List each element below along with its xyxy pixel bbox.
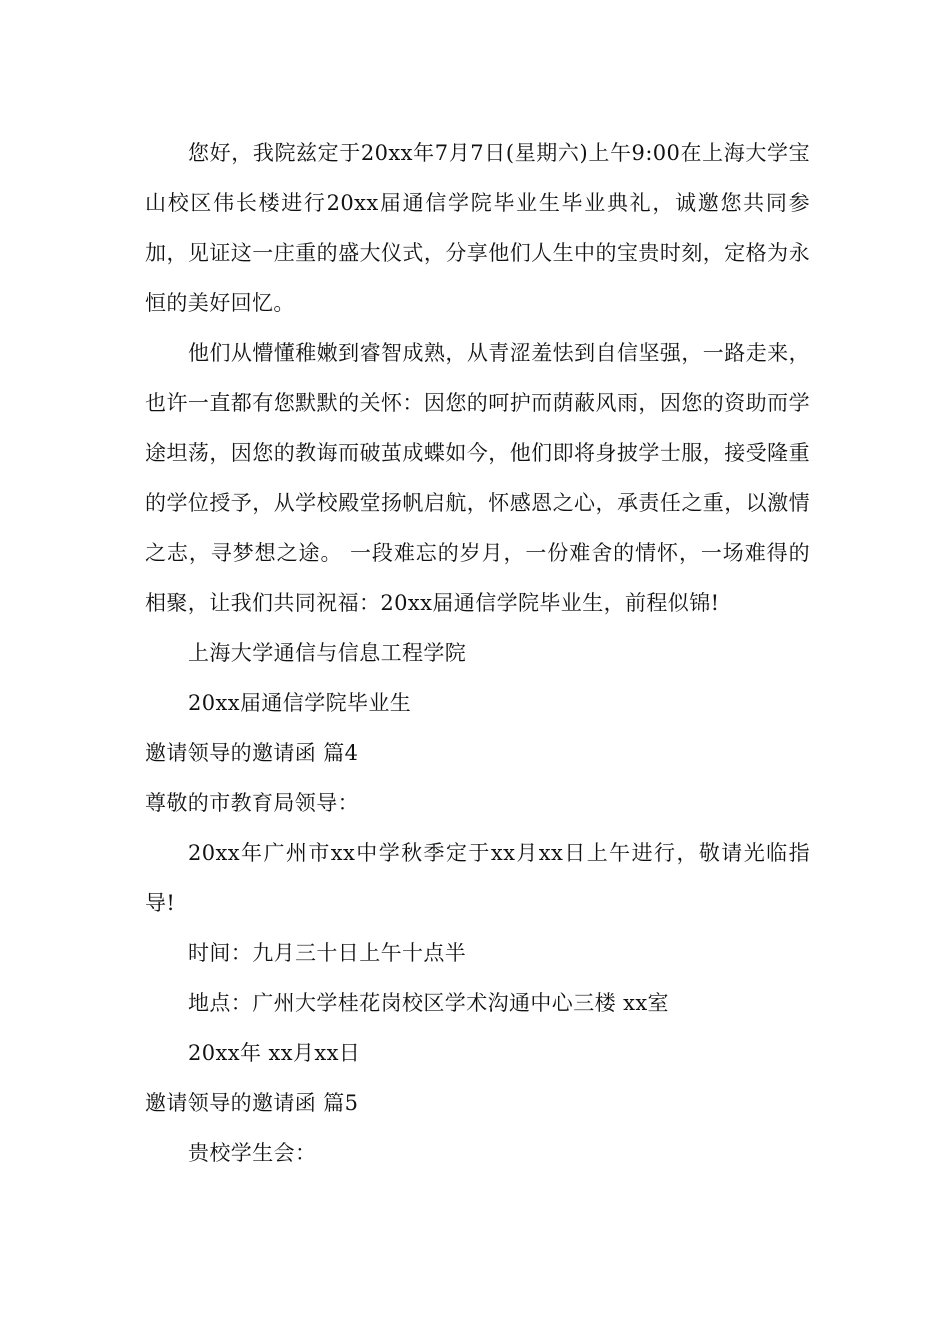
section-heading-4: 邀请领导的邀请函 篇4 (145, 741, 359, 765)
salutation-student-union: 贵校学生会： (188, 1141, 317, 1165)
invitation-paragraph-2: 他们从懵懂稚嫩到睿智成熟，从青涩羞怯到自信坚强，一路走来，也许一直都有您默默的关怀：因您的呵护而荫蔽风雨，因您的资助而学途坦荡，因您的教诲而破茧成蝶如今，他们即将身披学士服，接受隆重的学位授予，从学校殿堂扬帆启航，怀感恩之心，承责任之重，以激情之志，寻梦想之途。 一段难忘的岁月，一份难舍的情怀，一场难得的相聚，让我们共同祝福：20xx届通信学院毕业生，前程似锦! (145, 341, 810, 615)
document-body (145, 128, 810, 1178)
section-heading-5: 邀请领导的邀请函 篇5 (145, 1091, 359, 1115)
invitation-paragraph-1: 您好，我院兹定于20xx年7月7日(星期六)上午9:00在上海大学宝山校区伟长楼进行20xx届通信学院毕业生毕业典礼，诚邀您共同参加，见证这一庄重的盛大仪式，分享他们人生中的宝贵时刻，定格为永恒的美好回忆。 (145, 141, 810, 315)
event-location: 地点：广州大学桂花岗校区学术沟通中心三楼 xx室 (188, 991, 669, 1015)
event-time: 时间：九月三十日上午十点半 (188, 941, 467, 965)
invitation-paragraph-3: 20xx年广州市xx中学秋季定于xx月xx日上午进行，敬请光临指导! (145, 841, 810, 915)
signature-graduates: 20xx届通信学院毕业生 (188, 691, 412, 715)
salutation: 尊敬的市教育局领导： (145, 791, 359, 815)
event-date: 20xx年 xx月xx日 (188, 1041, 361, 1065)
signature-institution: 上海大学通信与信息工程学院 (188, 641, 467, 665)
